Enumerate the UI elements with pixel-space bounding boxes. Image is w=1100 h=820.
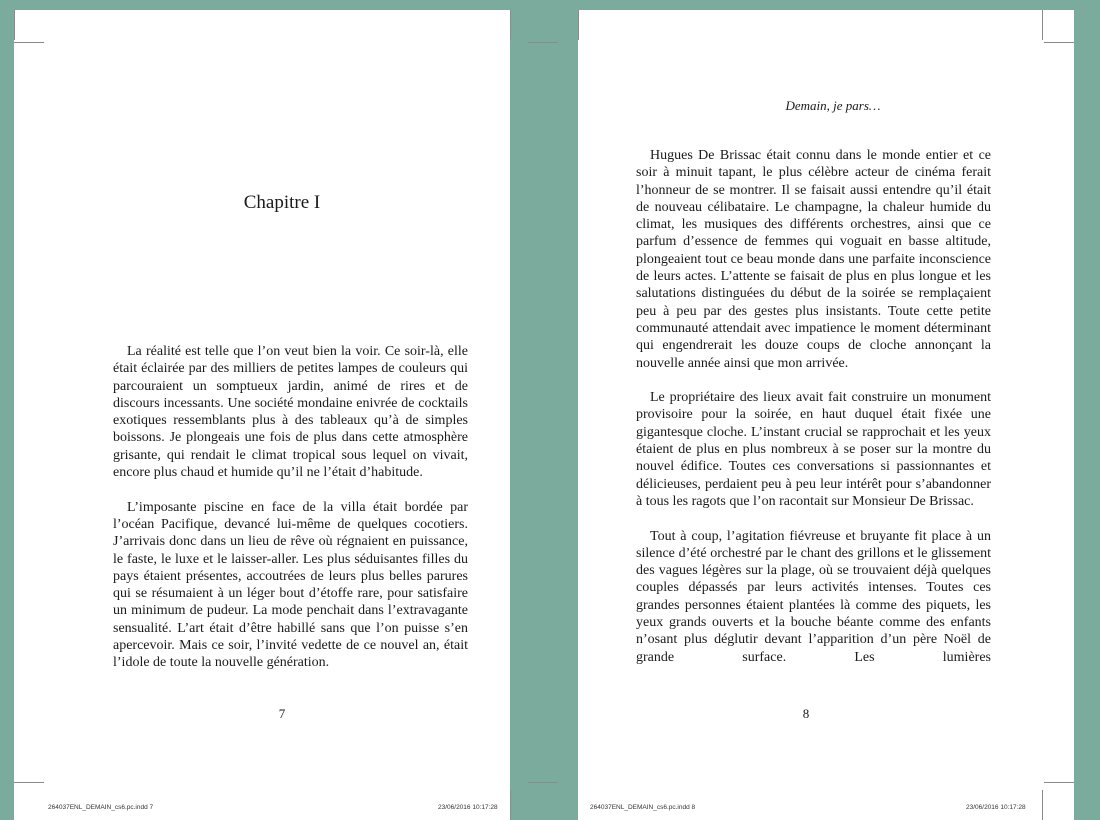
- body-text: [636, 147, 991, 683]
- crop-mark: [1042, 10, 1043, 40]
- crop-mark: [528, 42, 558, 43]
- crop-mark: [14, 42, 44, 43]
- crop-mark: [510, 790, 511, 820]
- crop-mark: [1044, 42, 1074, 43]
- paragraph: La réalité est telle que l’on veut bien la voir. Ce soir-là, elle était éclairée par des milliers de petites lampes de couleurs qui parcouraient un somptueux jardin, animé de rires et de discours incessants. Une société mondaine enivrée de cocktails exotiques ressemblants plus à des tableaux qu’à de simples boissons. Je plongeais une fois de plus dans cette atmosphère grisante, qui rendait le climat tropical sous lequel on vivait, encore plus chaud et humide qu’il ne l’était d’habitude.: [113, 344, 468, 481]
- crop-mark: [1044, 782, 1074, 783]
- paragraph: Hugues De Brissac était connu dans le monde entier et ce soir à minuit tapant, le plus célèbre acteur de cinéma ferait l’honneur de se montrer. Il se faisait aussi entendre qu’il était de nouveau célibataire. Le champagne, la chaleur humide du climat, les musiques des différents orchestres, ainsi que ce parfum d’essence de femmes qui voguait en basse altitude, plongeaient tout ce beau monde dans une parfaite inconscience de leurs actes. L’attente se faisait de plus en plus longue et les salutations distinguées du début de la soirée se remplaçaient peu à peu par des gestes plus insistants. Toute cette petite communauté attendait avec impatience le moment déterminant qui engendrerait les douze coups de cloche annonçant la nouvelle année ainsi que mon arrivée.: [636, 148, 991, 371]
- crop-mark: [1042, 790, 1043, 820]
- page-number: 7: [278, 706, 286, 721]
- crop-mark: [510, 10, 511, 40]
- slug-timestamp: 23/06/2016 10:17:28: [966, 804, 1026, 811]
- slug-filename: 264037ENL_DEMAIN_cs6.pc.indd 8: [590, 804, 696, 811]
- slug-filename: 264037ENL_DEMAIN_cs6.pc.indd 7: [48, 804, 154, 811]
- paragraph: Le propriétaire des lieux avait fait construire un monument provisoire pour la soirée, en haut duquel était fixée une gigantesque cloche. L’instant crucial se rapprochait et les yeux étaient de plus en plus nombreux à se poser sur la montre du nouvel édifice. Toutes ces conversations si passionnantes et délicieuses, perdaient peu à peu leur intérêt pour s’abandonner à tous les ragots que l’on racontait sur Monsieur De Brissac.: [636, 390, 991, 509]
- right-page: [578, 10, 1074, 820]
- page-number: 8: [802, 706, 810, 721]
- crop-mark: [528, 782, 558, 783]
- crop-mark: [14, 782, 44, 783]
- crop-mark: [578, 10, 579, 40]
- chapter-title: Chapitre I: [243, 192, 321, 213]
- running-header: Demain, je pars…: [785, 98, 881, 113]
- crop-mark: [14, 10, 15, 40]
- body-text: [113, 343, 468, 689]
- slug-timestamp: 23/06/2016 10:17:28: [438, 804, 498, 811]
- paragraph: Tout à coup, l’agitation fiévreuse et bruyante fit place à un silence d’été orchestré par le chant des grillons et le glissement des vagues légères sur la plage, où se trouvaient déjà quelques couples dépassés par leurs activités intenses. Toutes ces grandes personnes étaient plantées là comme des piquets, les yeux grands ouverts et la bouche béante comme des enfants n’osant plus déglutir devant l’apparition d’un père Noël de grande surface. Les lumières: [636, 528, 991, 665]
- paragraph: L’imposante piscine en face de la villa était bordée par l’océan Pacifique, devancé lui-même de quelques cocotiers. J’arrivais donc dans un lieu de rêve où régnaient en puissance, le faste, le luxe et le laisser-aller. Les plus séduisantes filles du pays étaient présentes, accoutrées de leurs plus belles parures qui se résumaient à un léger bout d’étoffe rare, pour satisfaire un minimum de pudeur. La mode penchait dans l’extravagante sensualité. L’art était d’être habillé sans que l’on puisse s’en apercevoir. Mais ce soir, l’invité vedette de ce nouvel an, était l’idole de toute la nouvelle génération.: [113, 499, 468, 671]
- left-page: [14, 10, 510, 820]
